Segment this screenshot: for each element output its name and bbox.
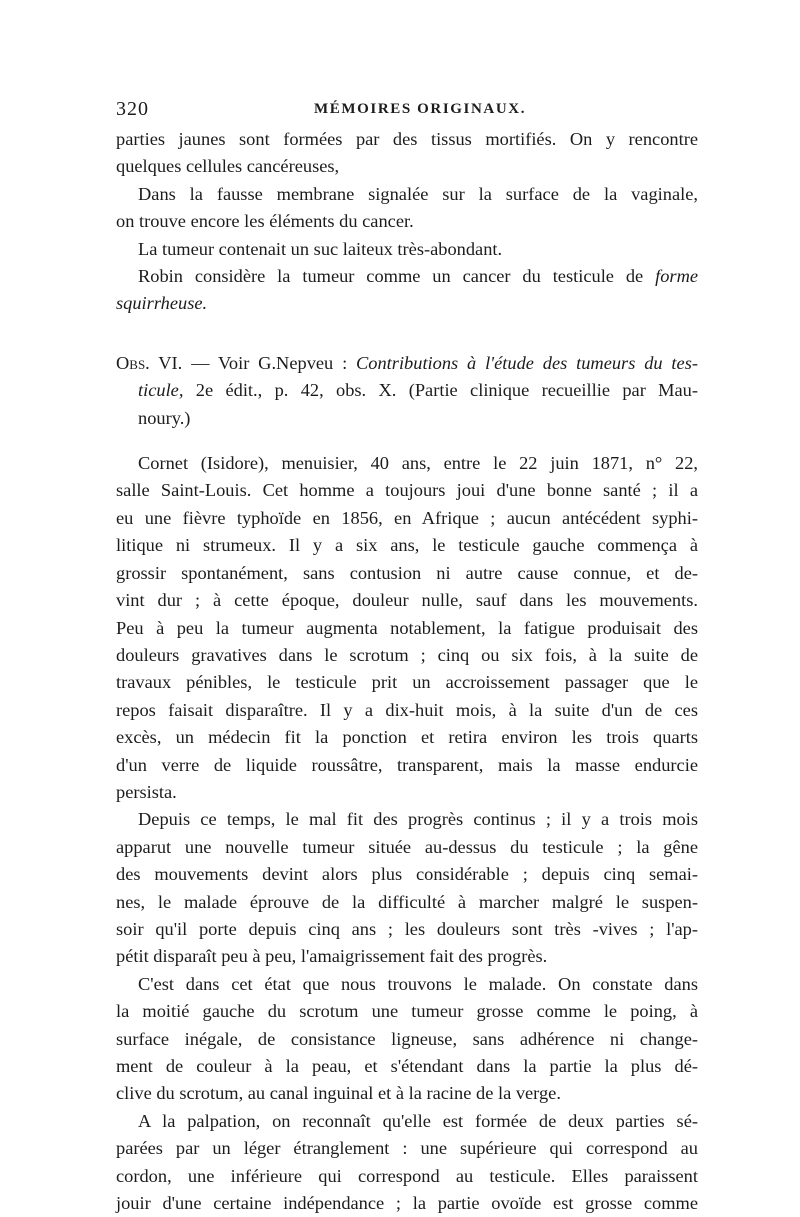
text-segment-italic: forme <box>655 266 699 287</box>
text-line: parties jaunes sont formées par des tissus mortifiés. On y rencontre <box>116 129 698 149</box>
text-line: Cornet (Isidore), menuisier, 40 ans, entre le 22 juin 1871, n° 22, <box>138 453 698 474</box>
text-line: ment de couleur à la peau, et s'étendant dans la partie la plus dé- <box>116 1056 698 1076</box>
text-line: squirrheuse. <box>116 293 208 314</box>
text-line: excès, un médecin fit la ponction et retira environ les trois quarts <box>116 727 698 748</box>
text-line: on trouve encore les éléments du cancer. <box>116 211 414 232</box>
text-line: d'un verre de liquide roussâtre, transparent, mais la masse endurcie <box>116 754 698 775</box>
running-title: MÉMOIRES ORIGINAUX. <box>314 101 527 117</box>
text-line <box>116 263 698 290</box>
observation-reference: — Voir G.Nepveu : <box>182 352 357 373</box>
text-line: repos faisait disparaître. Il y a dix-huit mois, à la suite d'un de ces <box>116 699 698 720</box>
text-line: pétit disparaît peu à peu, l'amaigrissement fait des progrès. <box>116 946 548 967</box>
spacer <box>116 318 698 336</box>
observation-title: Contributions à l'étude des tumeurs du tes- <box>356 352 698 373</box>
text-line: nes, le malade éprouve de la difficulté à marcher malgré le suspen- <box>116 891 698 912</box>
text-line: La tumeur contenait un suc laiteux très-abondant. <box>138 238 503 259</box>
text-line: Peu à peu la tumeur augmenta notablement, la fatigue produisait des <box>116 617 698 638</box>
text-line: persista. <box>116 781 177 802</box>
observation-line: noury.) <box>138 407 191 428</box>
observation-details: 2e édit., p. 42, obs. X. (Partie clinique recueillie par Mau- <box>183 380 698 401</box>
body-text <box>116 126 698 1217</box>
text-line: surface inégale, de consistance ligneuse, sans adhérence ni change- <box>116 1028 698 1049</box>
text-line: Depuis ce temps, le mal fit des progrès continus ; il y a trois mois <box>138 809 698 830</box>
text-line: quelques cellules cancéreuses, <box>116 156 340 177</box>
observation-line <box>116 377 698 404</box>
spacer <box>116 336 698 350</box>
text-line: eu une fièvre typhoïde en 1856, en Afrique ; aucun antécédent syphi- <box>116 507 698 528</box>
text-line: apparut une nouvelle tumeur située au-dessus du testicule ; la gêne <box>116 836 698 857</box>
text-line: jouir d'une certaine indépendance ; la partie ovoïde est grosse comme <box>116 1193 698 1214</box>
text-line: A la palpation, on reconnaît qu'elle est formée de deux parties sé- <box>138 1110 698 1131</box>
text-line: Dans la fausse membrane signalée sur la surface de la vaginale, <box>138 183 698 204</box>
text-line: douleurs gravatives dans le scrotum ; cinq ou six fois, à la suite de <box>116 644 698 665</box>
document-page <box>116 96 698 1217</box>
observation-title-cont: ticule, <box>138 380 184 401</box>
text-line: grossir spontanément, sans contusion ni autre cause connue, et de- <box>116 562 698 583</box>
spacer <box>116 432 698 450</box>
observation-label: Obs. VI. <box>116 352 183 373</box>
text-line: C'est dans cet état que nous trouvons le malade. On constate dans <box>138 973 698 994</box>
text-line: cordon, une inférieure qui correspond au testicule. Elles paraissent <box>116 1165 698 1186</box>
text-segment: Robin considère la tumeur comme un cancer du testicule de <box>138 266 644 287</box>
text-line: litique ni strumeux. Il y a six ans, le testicule gauche commença à <box>116 535 698 556</box>
text-line: travaux pénibles, le testicule prit un accroissement passager que le <box>116 672 698 693</box>
page-number: 320 <box>116 98 149 120</box>
observation-heading <box>116 350 698 377</box>
text-line: soir qu'il porte depuis cinq ans ; les douleurs sont très -vives ; l'ap- <box>116 918 698 939</box>
text-line: clive du scrotum, au canal inguinal et à la racine de la verge. <box>116 1083 561 1104</box>
text-line: vint dur ; à cette époque, douleur nulle, sauf dans les mouvements. <box>116 590 698 611</box>
text-line: parées par un léger étranglement : une supérieure qui correspond au <box>116 1138 698 1159</box>
page-header <box>116 96 698 122</box>
text-line: la moitié gauche du scrotum une tumeur grosse comme le poing, à <box>116 1001 698 1022</box>
text-line: des mouvements devint alors plus considérable ; depuis cinq semai- <box>116 864 698 885</box>
text-line: salle Saint-Louis. Cet homme a toujours joui d'une bonne santé ; il a <box>116 480 698 501</box>
